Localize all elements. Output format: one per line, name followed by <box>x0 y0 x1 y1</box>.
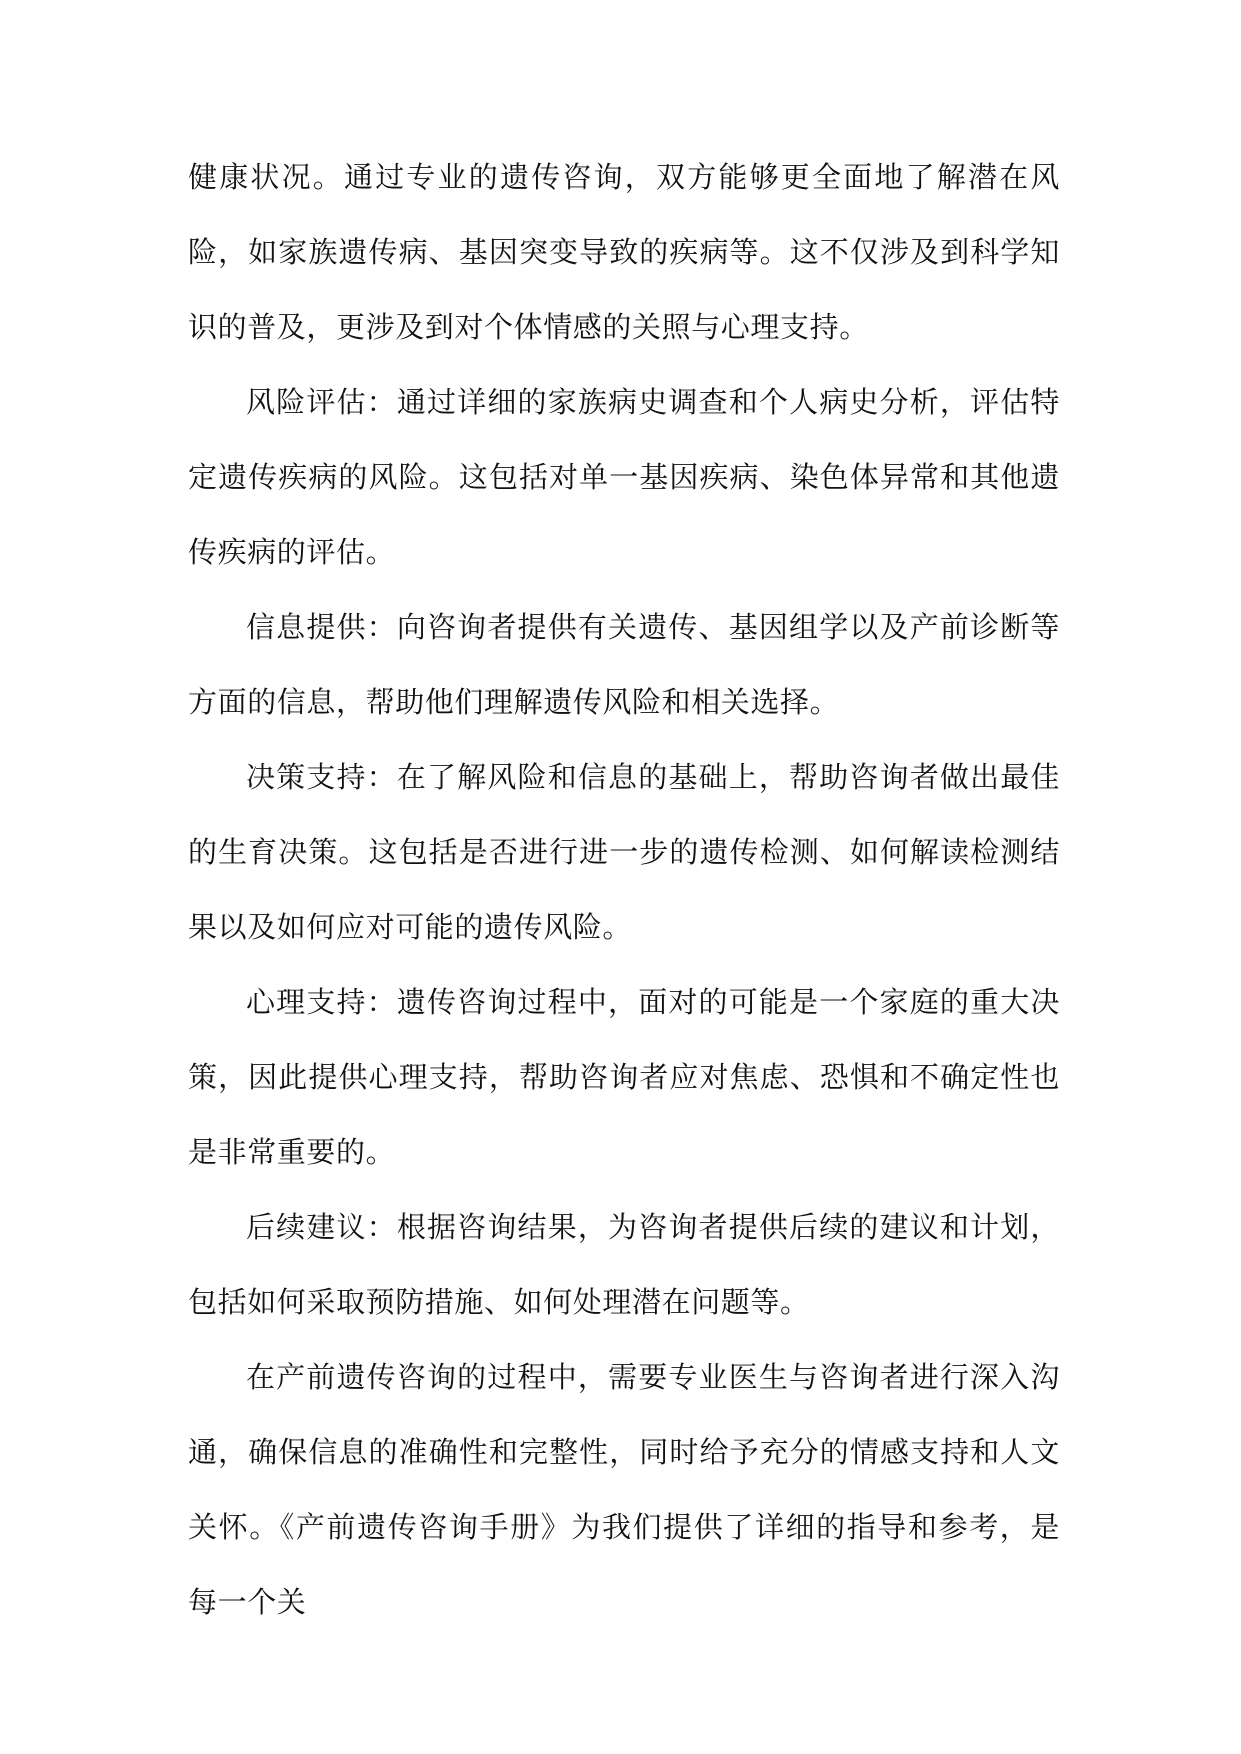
paragraph-information-provision: 信息提供：向咨询者提供有关遗传、基因组学以及产前诊断等方面的信息，帮助他们理解遗传风险和相关选择。 <box>188 610 1060 719</box>
paragraph-continuation: 健康状况。通过专业的遗传咨询，双方能够更全面地了解潜在风险，如家族遗传病、基因突变导致的疾病等。这不仅涉及到科学知识的普及，更涉及到对个体情感的关照与心理支持。 <box>188 160 1060 344</box>
paragraph-conclusion: 在产前遗传咨询的过程中，需要专业医生与咨询者进行深入沟通，确保信息的准确性和完整性，同时给予充分的情感支持和人文关怀。《产前遗传咨询手册》为我们提供了详细的指导和参考，是每一个关 <box>188 1360 1060 1619</box>
paragraph-psychological-support: 心理支持：遗传咨询过程中，面对的可能是一个家庭的重大决策，因此提供心理支持，帮助咨询者应对焦虑、恐惧和不确定性也是非常重要的。 <box>188 985 1060 1169</box>
paragraph-follow-up-advice: 后续建议：根据咨询结果，为咨询者提供后续的建议和计划，包括如何采取预防措施、如何处理潜在问题等。 <box>188 1210 1060 1319</box>
paragraph-decision-support: 决策支持：在了解风险和信息的基础上，帮助咨询者做出最佳的生育决策。这包括是否进行进一步的遗传检测、如何解读检测结果以及如何应对可能的遗传风险。 <box>188 760 1060 944</box>
paragraph-risk-assessment: 风险评估：通过详细的家族病史调查和个人病史分析，评估特定遗传疾病的风险。这包括对单一基因疾病、染色体异常和其他遗传疾病的评估。 <box>188 385 1060 569</box>
document-body <box>188 140 1060 1640</box>
